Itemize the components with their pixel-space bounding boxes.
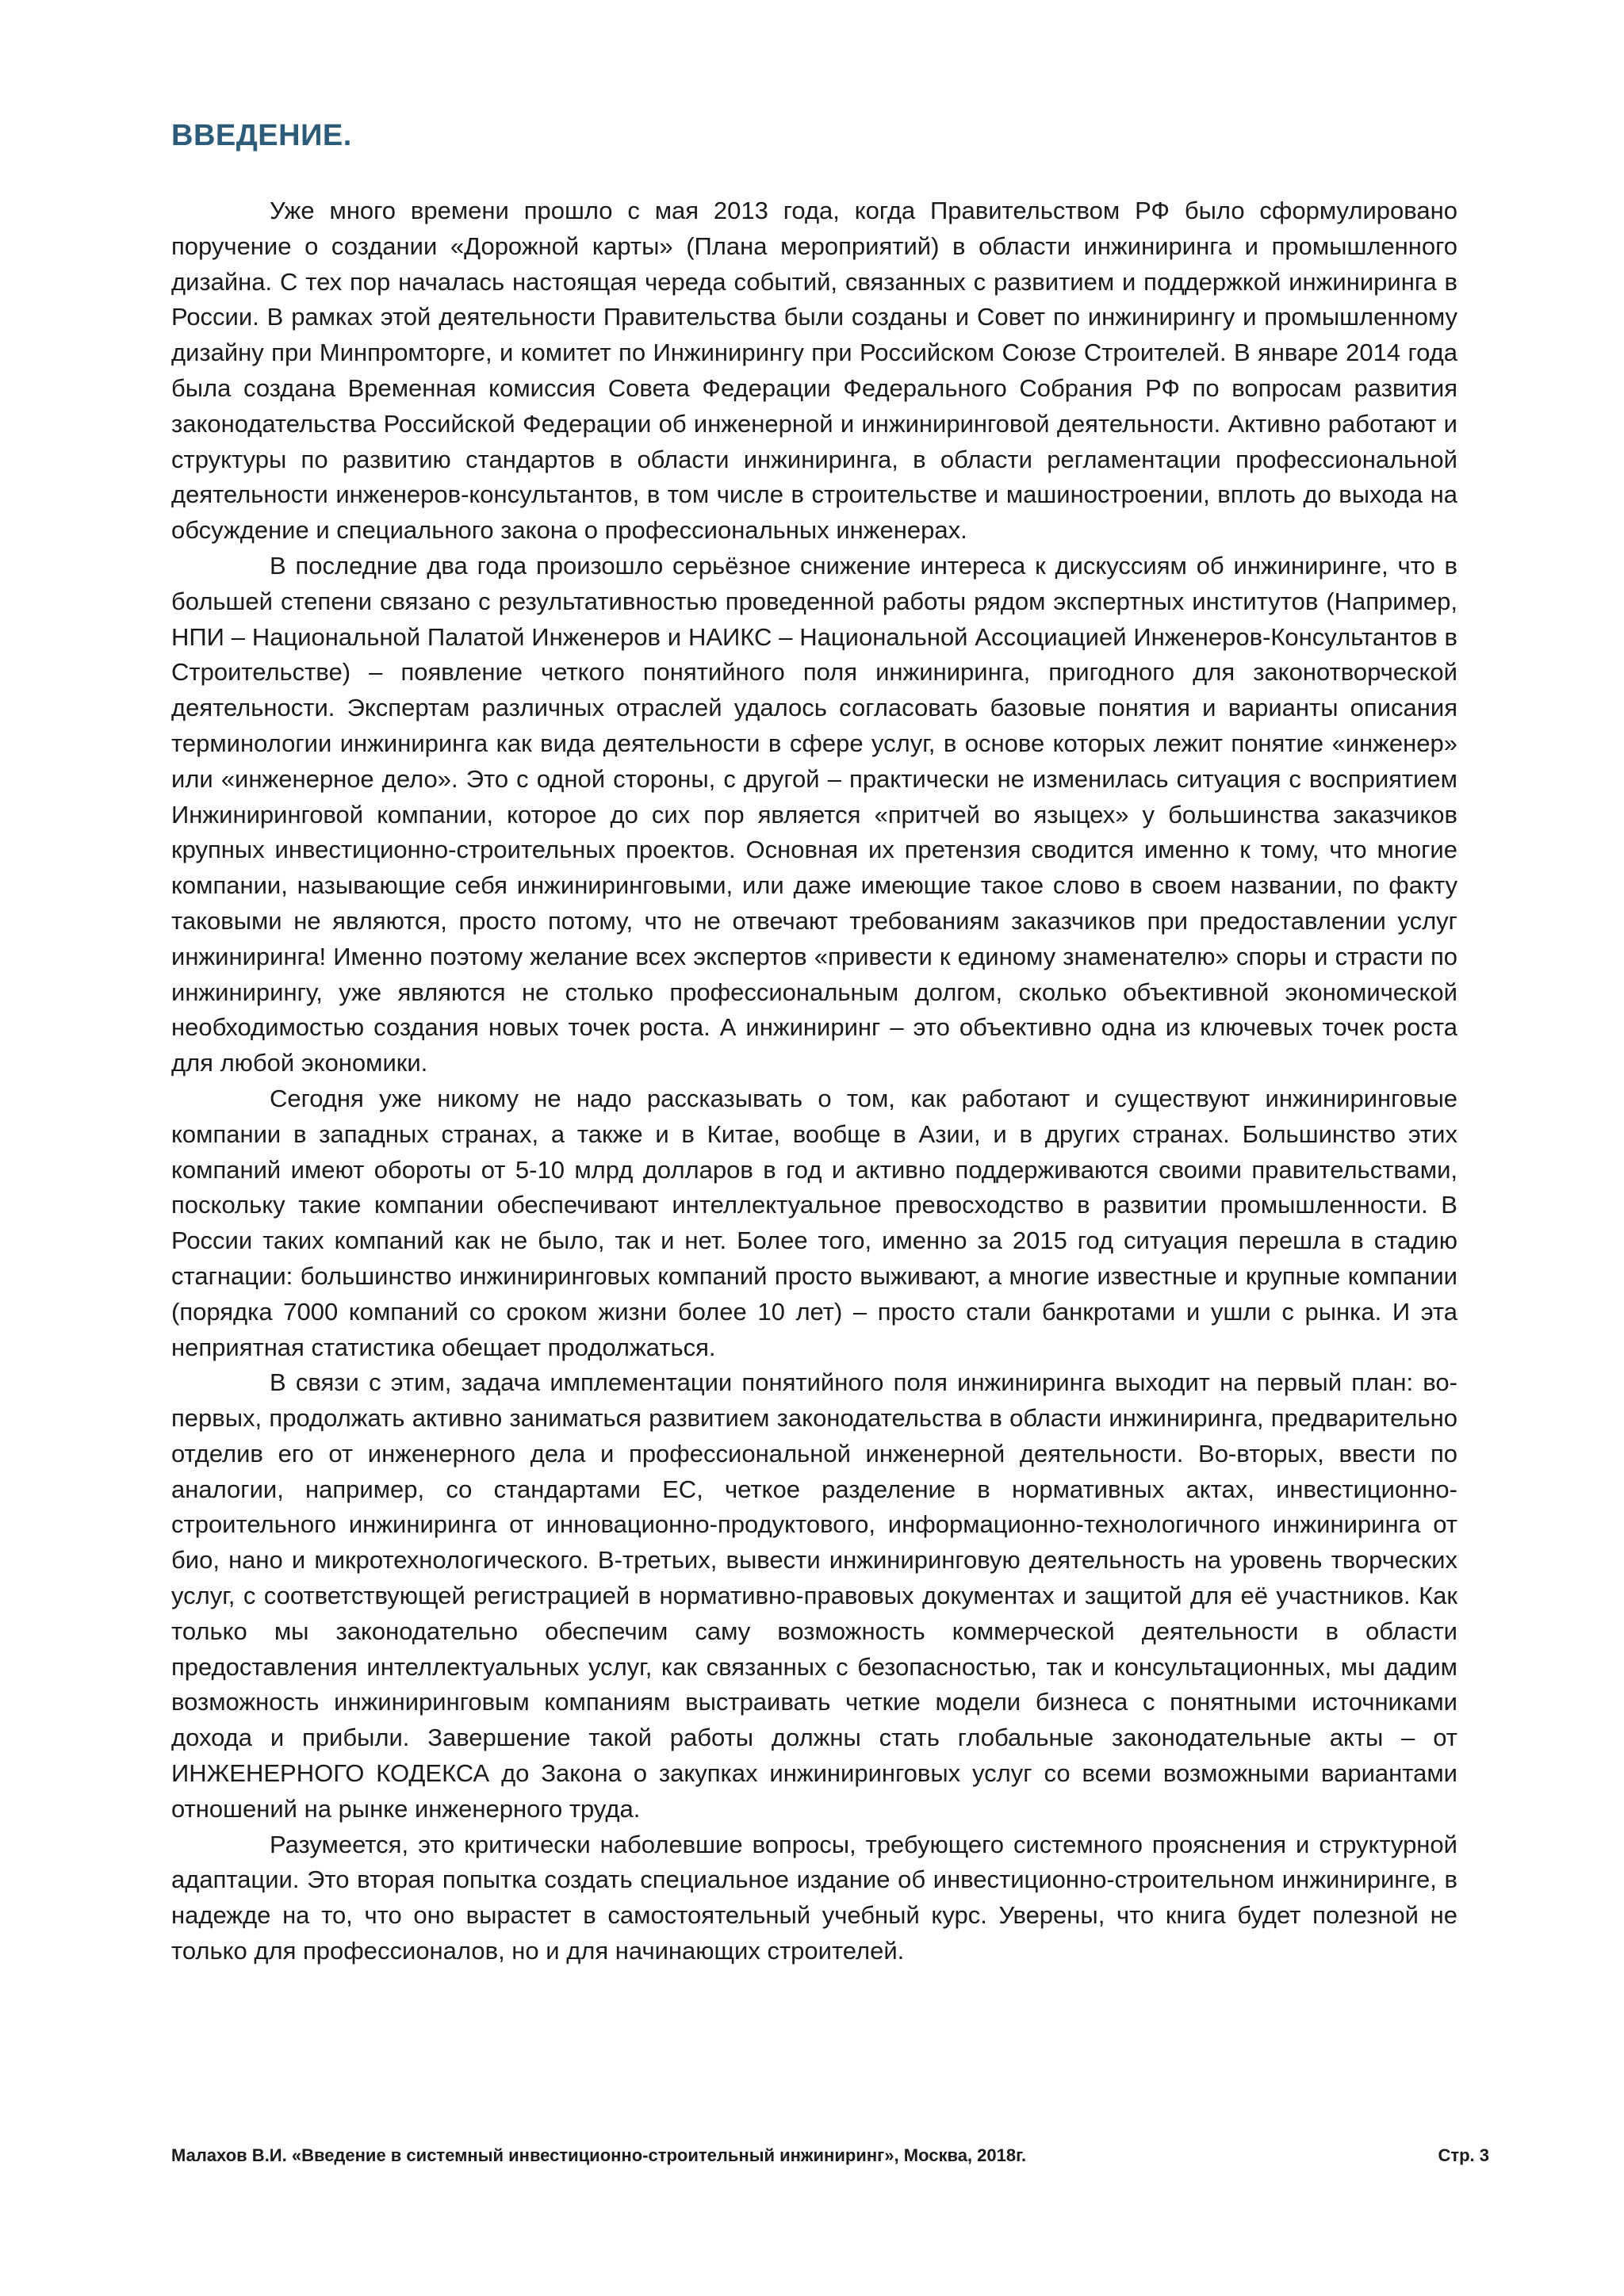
paragraph: В последние два года произошло серьёзное снижение интереса к дискуссиям об инжиниринге, что в большей степени связано с результативностью проведенной работы рядом экспертных институтов (Например, НПИ – Национальной Палатой Инженеров и НАИКС – Национальной Ассоциацией Инженеров-Консультантов в Строительстве) – появление четкого понятийного поля инжиниринга, пригодного для законотворческой деятельности. Экспертам различных отраслей удалось согласовать базовые понятия и варианты описания терминологии инжиниринга как вида деятельности в сфере услуг, в основе которых лежит понятие «инженер» или «инженерное дело». Это с одной стороны, с другой – практически не изменилась ситуация с восприятием Инжиниринговой компании, которое до сих пор является «притчей во языцех» у большинства заказчиков крупных инвестиционно-строительных проектов. Основная их претензия сводится именно к тому, что многие компании, называющие себя инжиниринговыми, или даже имеющие такое слово в своем названии, по факту таковыми не являются, просто потому, что не отвечают требованиям заказчиков при предоставлении услуг инжиниринга! Именно поэтому желание всех экспертов «привести к единому знаменателю» споры и страсти по инжинирингу, уже являются не столько профессиональным долгом, сколько объективной экономической необходимостью создания новых точек роста. А инжиниринг – это объективно одна из ключевых точек роста для любой экономики. <box>171 551 1457 1077</box>
section-heading: ВВЕДЕНИЕ. <box>171 119 352 152</box>
page-footer <box>171 2145 1489 2166</box>
page-number: Стр. 3 <box>1438 2145 1489 2165</box>
paragraph: В связи с этим, задача имплементации понятийного поля инжиниринга выходит на первый план: во-первых, продолжать активно заниматься развитием законодательства в области инжиниринга, предварительно отделив его от инженерного дела и профессиональной инженерной деятельности. Во-вторых, ввести по аналогии, например, со стандартами ЕС, четкое разделение в нормативных актах, инвестиционно-строительного инжиниринга от инновационно-продуктового, информационно-технологичного инжиниринга от био, нано и микротехнологического. В-третьих, вывести инжиниринговую деятельность на уровень творческих услуг, с соответствующей регистрацией в нормативно-правовых документах и защитой для её участников. Как только мы законодательно обеспечим саму возможность коммерческой деятельности в области предоставления интеллектуальных услуг, как связанных с безопасностью, так и консультационных, мы дадим возможность инжиниринговым компаниям выстраивать четкие модели бизнеса с понятными источниками дохода и прибыли. Завершение такой работы должны стать глобальные законодательные акты – от ИНЖЕНЕРНОГО КОДЕКСА до Закона о закупках инжиниринговых услуг со всеми возможными вариантами отношений на рынке инженерного труда. <box>171 1368 1457 1823</box>
footer-citation: Малахов В.И. «Введение в системный инвестиционно-строительный инжиниринг», Москва, 2018г. <box>171 2145 1027 2165</box>
paragraph: Сегодня уже никому не надо рассказывать о том, как работают и существуют инжиниринговые компании в западных странах, а также и в Китае, вообще в Азии, и в других странах. Большинство этих компаний имеют обороты от 5-10 млрд долларов в год и активно поддерживаются своими правительствами, поскольку такие компании обеспечивают интеллектуальное превосходство в развитии промышленности. В России таких компаний как не было, так и нет. Более того, именно за 2015 год ситуация перешла в стадию стагнации: большинство инжиниринговых компаний просто выживают, а многие известные и крупные компании (порядка 7000 компаний со сроком жизни более 10 лет) – просто стали банкротами и ушли с рынка. И эта неприятная статистика обещает продолжаться. <box>171 1084 1457 1361</box>
body-text <box>171 193 1457 1969</box>
paragraph: Разумеется, это критически наболевшие вопросы, требующего системного прояснения и структурной адаптации. Это вторая попытка создать специальное издание об инвестиционно-строительном инжиниринге, в надежде на то, что оно вырастет в самостоятельный учебный курс. Уверены, что книга будет полезной не только для профессионалов, но и для начинающих строителей. <box>171 1830 1457 1965</box>
paragraph: Уже много времени прошло с мая 2013 года, когда Правительством РФ было сформулировано поручение о создании «Дорожной карты» (Плана мероприятий) в области инжиниринга и промышленного дизайна. С тех пор началась настоящая череда событий, связанных с развитием и поддержкой инжиниринга в России. В рамках этой деятельности Правительства были созданы и Совет по инжинирингу и промышленному дизайну при Минпромторге, и комитет по Инжинирингу при Российском Союзе Строителей. В январе 2014 года была создана Временная комиссия Совета Федерации Федерального Собрания РФ по вопросам развития законодательства Российской Федерации об инженерной и инжиниринговой деятельности. Активно работают и структуры по развитию стандартов в области инжиниринга, в области регламентации профессиональной деятельности инженеров-консультантов, в том числе в строительстве и машиностроении, вплоть до выхода на обсуждение и специального закона о профессиональных инженерах. <box>171 197 1457 545</box>
